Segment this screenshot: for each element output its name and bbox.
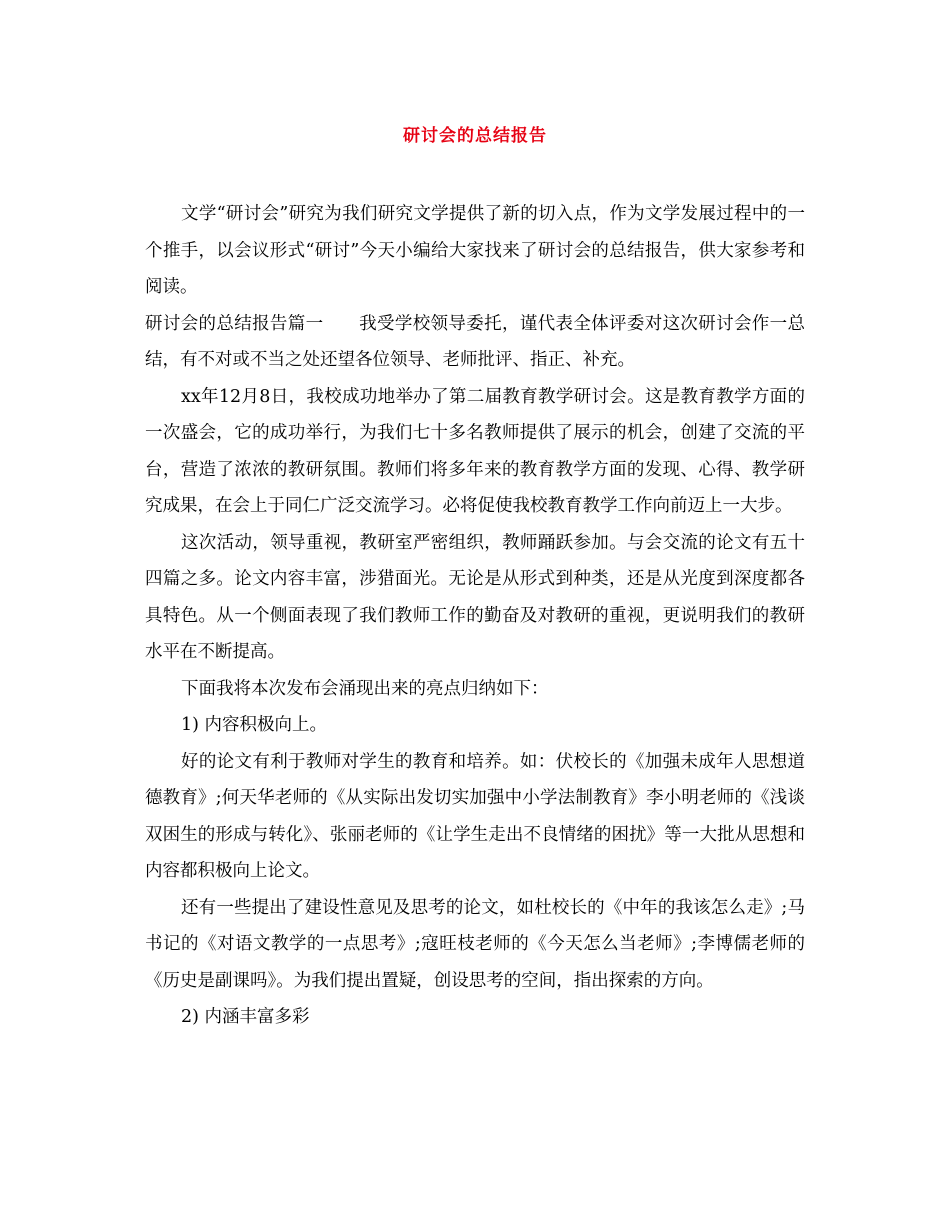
paragraph-intro: 文学“研讨会”研究为我们研究文学提供了新的切入点，作为文学发展过程中的一个推手，以会议形式“研讨”今天小编给大家找来了研讨会的总结报告，供大家参考和阅读。	[145, 204, 805, 297]
paragraph-section-one: 研讨会的总结报告篇一 我受学校领导委托，谨代表全体评委对这次研讨会作一总结，有不对或不当之处还望各位领导、老师批评、指正、补充。	[145, 313, 805, 370]
paragraph-good-papers: 好的论文有利于教师对学生的教育和培养。如：伏校长的《加强未成年人思想道德教育》;何天华老师的《从实际出发切实加强中小学法制教育》李小明老师的《浅谈双困生的形成与转化》、张丽老师的《让学生走出不良情绪的困扰》等一大批从思想和内容都积极向上论文。	[145, 751, 805, 881]
paragraph-constructive-papers: 还有一些提出了建设性意见及思考的论文，如杜校长的《中年的我该怎么走》;马书记的《对语文教学的一点思考》;寇旺枝老师的《今天怎么当老师》;李博儒老师的《历史是副课吗》。为我们提出置疑，创设思考的空间，指出探索的方向。	[145, 897, 805, 991]
list-item-1: 1) 内容积极向上。	[181, 715, 328, 735]
document-body	[145, 196, 805, 1036]
paragraph-activity: 这次活动，领导重视，教研室严密组织，教师踊跃参加。与会交流的论文有五十四篇之多。论文内容丰富，涉猎面光。无论是从形式到种类，还是从光度到深度都各具特色。从一个侧面表现了我们教师工作的勤奋及对教研的重视，更说明我们的教研水平在不断提高。	[145, 532, 805, 662]
list-item-2: 2) 内涵丰富多彩	[181, 1007, 310, 1027]
document-title: 研讨会的总结报告	[403, 126, 547, 146]
paragraph-event: xx年12月8日，我校成功地举办了第二届教育教学研讨会。这是教育教学方面的一次盛会，它的成功举行，为我们七十多名教师提供了展示的机会，创建了交流的平台，营造了浓浓的教研氛围。教师们将多年来的教育教学方面的发现、心得、教学研究成果，在会上于同仁广泛交流学习。必将促使我校教育教学工作向前迈上一大步。	[145, 386, 805, 516]
paragraph-highlights-intro: 下面我将本次发布会涌现出来的亮点归纳如下：	[181, 678, 549, 699]
